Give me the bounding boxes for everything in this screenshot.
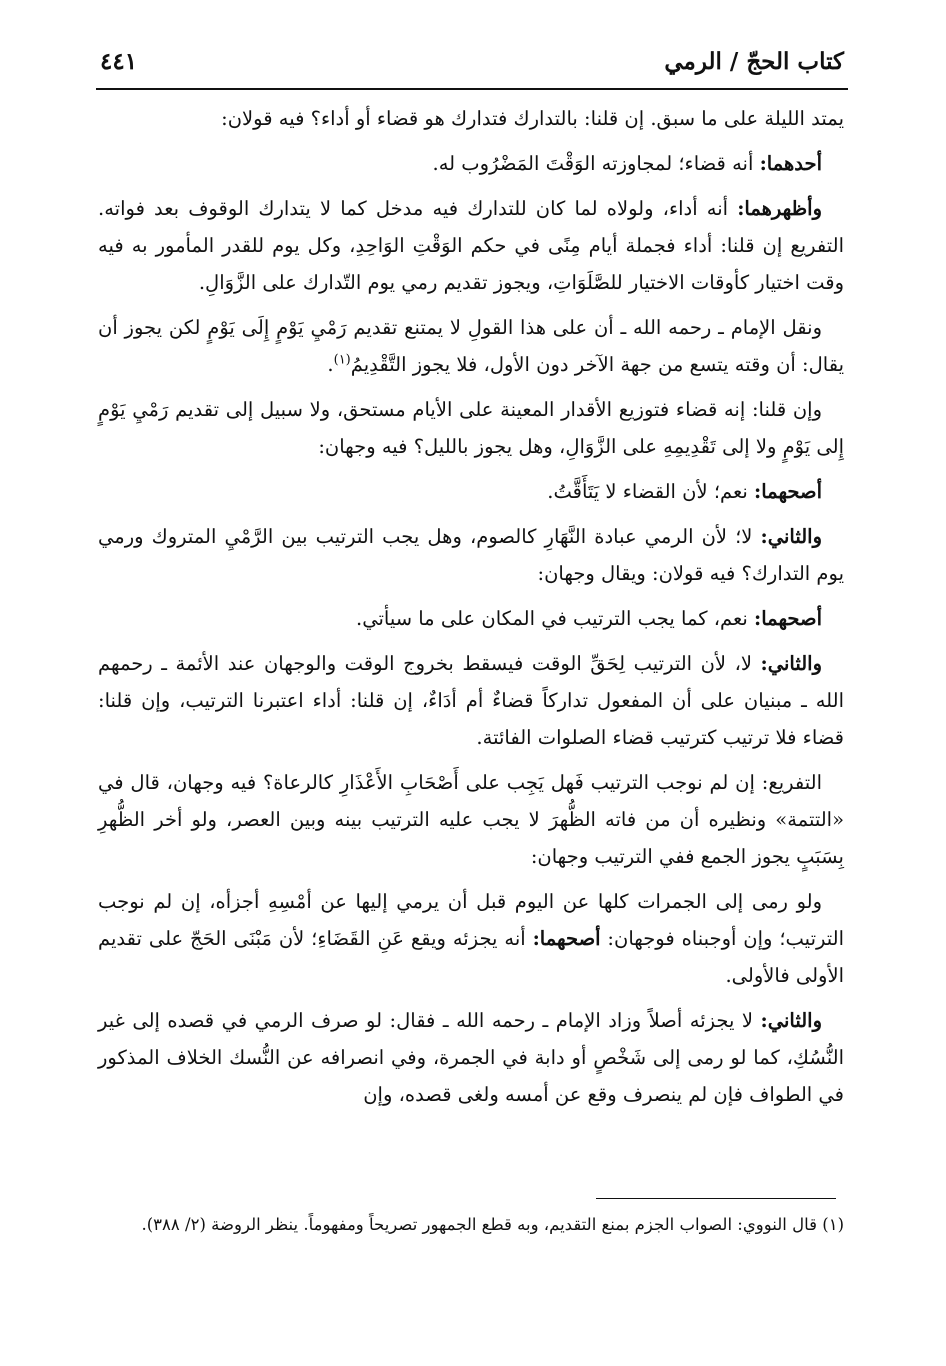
paragraph-4 — [98, 309, 844, 383]
paragraph-text: نعم، كما يجب الترتيب في المكان على ما سيأتي. — [356, 607, 755, 630]
footnote-1: (١) قال النووي: الصواب الجزم بمنع التقديم، وبه قطع الجمهور تصريحاً ومفهوماً. ينظر الروضة (٢/ ٣٨٨). — [141, 1215, 844, 1234]
footnote-reference[interactable]: (١) — [333, 352, 351, 368]
paragraph-6 — [98, 473, 844, 510]
paragraph-lead: أصحهما: — [532, 927, 601, 950]
paragraph-text: التفريع: إن لم نوجب الترتيب فَهل يَجِب على أَصْحَابِ الأَعْذَارِ كالرعاة؟ فيه وجهان، قال في «التتمة» ونظيره أن من فاته الظُّهرَ لا يجب عليه الترتيب بينه وبين العصر، ولو أخر الظُّهرِ بِسَبَبٍ يجوز الجمع ففي الترتيب وجهان: — [98, 771, 844, 868]
paragraph-text: أنه قضاء؛ لمجاوزته الوَقْتَ المَضْرُوب له. — [432, 152, 760, 175]
paragraph-text: نعم؛ لأن القضاء لا يَتَأَقَّتُ. — [547, 480, 755, 503]
paragraph-text: ولو رمى إلى الجمرات كلها عن اليوم قبل أن يرمي إليها عن أمْسِهِ أجزأه، إن لم نوجب الترتيب؛ وإن أوجبناه فوجهان: — [98, 890, 844, 950]
paragraph-lead: أحدهما: — [759, 152, 822, 175]
paragraph-text: ونقل الإمام ـ رحمه الله ـ أن على هذا القولِ لا يمتنع تقديم رَمْيِ يَوْمٍ إِلَى يَوْمٍ لكن يجوز أن يقال: أن وقته يتسع من جهة الآخر دون الأول، فلا يجوز التَّقْدِيمُ — [98, 316, 844, 376]
header-divider — [96, 88, 848, 90]
paragraph-text: لا، لأن الترتيب لِحَقِّ الوقت فيسقط بخروج الوقت والوجهان عند الأئمة ـ رحمهم الله ـ مبنيان على أن المفعول تداركاً قضاءٌ أم أدَاءٌ، إن قلنا: أداء اعتبرنا الترتيب، وإن قلنا: قضاء فلا ترتيب كترتيب قضاء الصلوات الفائتة. — [98, 652, 844, 749]
page-number: ٤٤١ — [100, 48, 138, 75]
paragraph-tail: . — [327, 353, 334, 376]
paragraph-2 — [98, 145, 844, 182]
page-header — [96, 38, 848, 90]
paragraph-8 — [98, 600, 844, 637]
paragraph-text: لا يجزئه أصلاً وزاد الإمام ـ رحمه الله ـ فقال: لو صرف الرمي في قصده إلى غير النُّسُكِ، كما لو رمى إلى شَخْصٍ أو دابة في الجمرة، وفي انصرافه عن النُّسك الخلاف المذكور في الطواف فإن لم ينصرف وقع عن أمسه ولغى قصده، وإن — [98, 1009, 844, 1106]
paragraph-text: وإن قلنا: إنه قضاء فتوزيع الأقدار المعينة على الأيام مستحق، ولا سبيل إلى تقديم رَمْيِ يَوْمٍ إِلى يَوْمٍ ولا إلى تَقْدِيمِهِ على الزَّوَالِ، وهل يجوز بالليل؟ فيه وجهان: — [98, 398, 844, 458]
paragraph-9 — [98, 645, 844, 756]
running-title: كتاب الحجّ / الرمي — [664, 48, 844, 75]
paragraph-lead: أصحهما: — [754, 607, 822, 630]
paragraph-10 — [98, 764, 844, 875]
paragraph-1 — [98, 100, 844, 137]
paragraph-text: أنه أداء، ولولاه لما كان للتدارك فيه مدخل كما لا يتدارك الوقوف بعد فواته. التفريع إن قلنا: أداء فجملة أيام مِنًى في حكم الوَقْتِ الوَاحِدِ، وكل يوم للقدر المأمور به فيه وقت اختيار كأوقات الاختيار للصَّلَوَاتِ، ويجوز تقديم رمي يوم التّدارك على الزَّوَالِ. — [98, 197, 844, 294]
paragraph-3 — [98, 190, 844, 301]
paragraph-lead: أصحهما: — [754, 480, 822, 503]
footnote-divider — [596, 1198, 836, 1199]
paragraph-text: يمتد الليلة على ما سبق. إن قلنا: بالتدارك فتدارك هو قضاء أو أداء؟ فيه قولان: — [221, 107, 844, 130]
paragraph-5 — [98, 391, 844, 465]
paragraph-lead: والثاني: — [760, 525, 822, 548]
body-text — [98, 100, 844, 1170]
footnotes — [98, 1208, 844, 1242]
paragraph-11 — [98, 883, 844, 994]
paragraph-lead: والثاني: — [760, 652, 822, 675]
paragraph-text: لا؛ لأن الرمي عبادة النَّهَارِ كالصوم، وهل يجب الترتيب بين الرَّمْيِ المتروك ورمي يوم التدارك؟ فيه قولان: ويقال وجهان: — [98, 525, 844, 585]
paragraph-lead: والثاني: — [760, 1009, 822, 1032]
paragraph-lead: وأظهرهما: — [737, 197, 822, 220]
paragraph-text: أنه يجزئه ويقع عَنِ القَضَاءِ؛ لأن مَبْنَى الحَجّ على تقديم الأولى فالأولى. — [98, 927, 844, 987]
paragraph-12 — [98, 1002, 844, 1113]
paragraph-7 — [98, 518, 844, 592]
